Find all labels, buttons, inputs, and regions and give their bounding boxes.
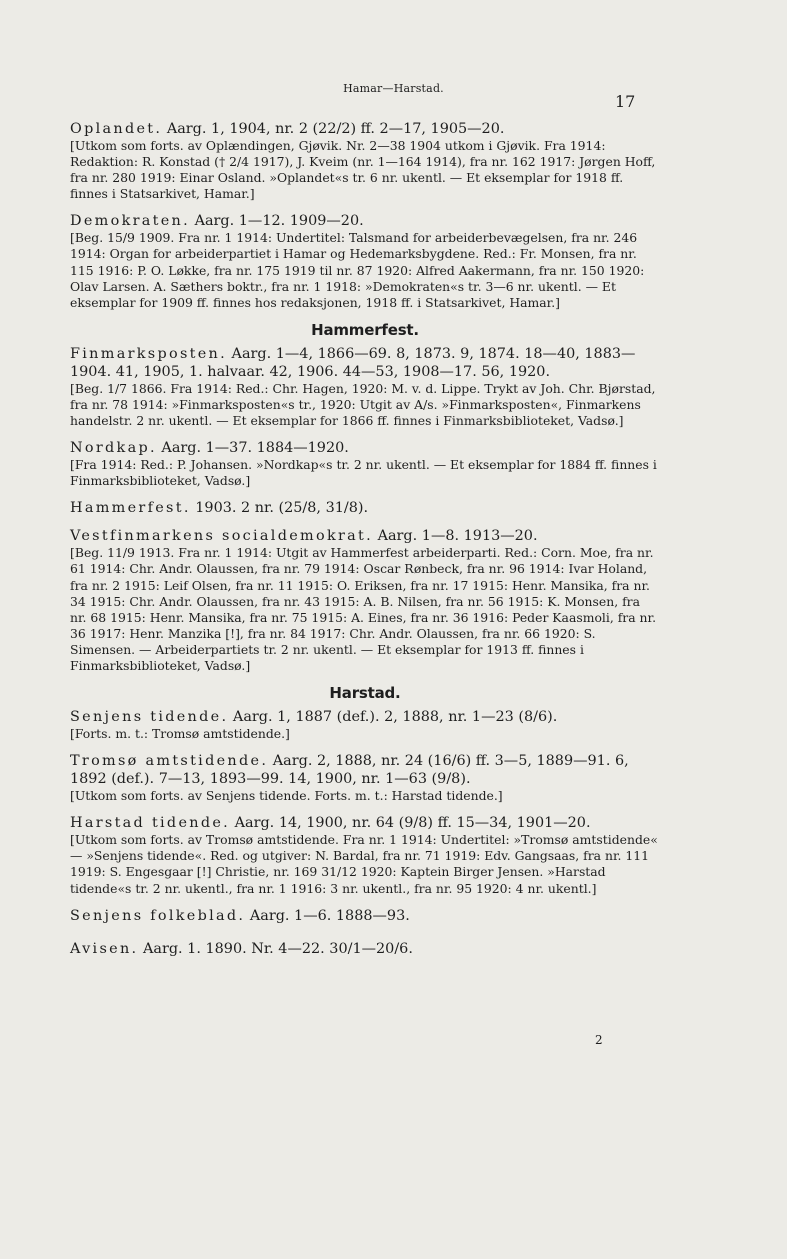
entry-publication: Aarg. 1, 1904, nr. 2 (22/2) ff. 2—17, 1905—20. xyxy=(166,121,505,137)
signature-mark: 2 xyxy=(595,1033,603,1047)
entry-title: Tromsø amtstidende. xyxy=(70,753,269,770)
entry-publication: Aarg. 1—8. 1913—20. xyxy=(377,528,538,545)
running-head: Hamar—Harstad. xyxy=(343,82,444,95)
entry-title: Finmarksposten. xyxy=(70,345,227,362)
entry-title: Harstad tidende. xyxy=(70,815,231,832)
entry-title: Hammerfest. xyxy=(70,500,191,517)
entry-title: Oplandet. xyxy=(70,121,163,137)
entry-publication: Aarg. 1, 1887 (def.). 2, 1888, nr. 1—23 (8/6). xyxy=(232,709,558,726)
entry-hammerfest xyxy=(70,499,660,517)
short-entries xyxy=(70,907,660,958)
section-title-harstad: Harstad. xyxy=(329,684,401,703)
entry-title: Demokraten. xyxy=(70,213,190,230)
page-content xyxy=(70,120,660,973)
entry-title: Senjens folkeblad. xyxy=(70,907,246,924)
entry-senjens-folkeblad xyxy=(70,907,660,925)
entry-note: [Utkom som forts. av Tromsø amtstidende. Fra nr. 1 1914: Undertitel: »Tromsø amtstidende« — »Senjens tidende«. Red. og utgiver: N. Bardal, fra nr. 71 1919: Edv. Gangsaas, fra nr. 111 1919: S. Engesgaar [!] Christie, nr. 169 31/12 1920: Kaptein Birger Jensen. »Harstad tidende«s tr. 2 nr. ukentl., fra nr. 1 1916: 3 nr. ukentl., fra nr. 95 1920: 4 nr. ukentl.] xyxy=(70,832,658,896)
entry-avisen xyxy=(70,940,660,958)
entry-publication: 1903. 2 nr. (25/8, 31/8). xyxy=(195,500,369,517)
entry-title: Vestfinmarkens socialdemokrat. xyxy=(70,528,373,545)
entry-title: Nordkap. xyxy=(70,440,157,457)
entry-harstad-tidende xyxy=(70,814,660,896)
entry-note: [Beg. 11/9 1913. Fra nr. 1 1914: Utgit av Hammerfest arbeiderparti. Red.: Corn. Moe, fra nr. 61 1914: Chr. Andr. Olaussen, fra nr. 79 1914: Oscar Rønbeck, fra nr. 96 1914: Ivar Holand, fra nr. 2 1915: Leif Olsen, fra nr. 11 1915: O. Eriksen, fra nr. 17 1915: Henr. Mansika, fra nr. 34 1915: Chr. Andr. Olaussen, fra nr. 43 1915: A. B. Nilsen, fra nr. 56 1915: K. Monsen, fra nr. 68 1915: Henr. Mansika, fra nr. 75 1915: A. Eines, fra nr. 36 1916: Peder Kaasmoli, fra nr. 36 1917: Henr. Manzika [!], fra nr. 84 1917: Chr. Andr. Olaussen, fra nr. 66 1920: S. Simensen. — Arbeiderpartiets tr. 2 nr. ukentl. — Et eksemplar for 1913 ff. finnes i Finmarksbiblioteket, Vadsø.] xyxy=(70,545,657,673)
entry-note: [Beg. 15/9 1909. Fra nr. 1 1914: Undertitel: Talsmand for arbeiderbevægelsen, fra nr. 246 1914: Organ for arbeiderpartiet i Hamar og Hedemarksbygdene. Red.: Fr. Monsen, fra nr. 115 1916: P. O. Løkke, fra nr. 175 1919 til nr. 87 1920: Alfred Aakermann, fra nr. 150 1920: Olav Larsen. A. Sæthers boktr., fra nr. 1 1918: »Demokraten«s tr. 3—6 nr. ukentl. — Et eksemplar for 1909 ff. finnes hos redaksjonen, 1918 ff. i Statsarkivet, Hamar.] xyxy=(70,230,645,310)
entry-publication: Aarg. 1—37. 1884—1920. xyxy=(161,440,349,457)
entry-publication: Aarg. 14, 1900, nr. 64 (9/8) ff. 15—34, 1901—20. xyxy=(234,815,591,832)
entry-publication: Aarg. 1—4, 1866—69. 8, 1873. 9, 1874. 18—40, 1883—1904. 41, 1905, 1. halvaar. 42, 1906. 44—53, 1908—17. 56, 1920. xyxy=(70,345,636,380)
entry-finmarksposten xyxy=(70,345,660,429)
entry-nordkap xyxy=(70,439,660,489)
entry-title: Senjens tidende. xyxy=(70,709,229,726)
page-number: 17 xyxy=(615,92,636,111)
entry-note: [Utkom som forts. av Oplændingen, Gjøvik. Nr. 2—38 1904 utkom i Gjøvik. Fra 1914: Redaktion: R. Konstad († 2/4 1917), J. Kveim (nr. 1—164 1914), fra nr. 162 1917: Jørgen Hoff, fra nr. 280 1919: Einar Osland. »Oplandet«s tr. 6 nr. ukentl. — Et eksemplar for 1918 ff. finnes i Statsarkivet, Hamar.] xyxy=(70,138,656,202)
entry-publication: Aarg. 1. 1890. Nr. 4—22. 30/1—20/6. xyxy=(142,940,413,957)
entry-oplandet xyxy=(70,120,660,202)
entry-demokraten xyxy=(70,212,660,310)
entry-note: [Beg. 1/7 1866. Fra 1914: Red.: Chr. Hagen, 1920: M. v. d. Lippe. Trykt av Joh. Chr. Bjørstad, fra nr. 78 1914: »Finmarksposten«s tr., 1920: Utgit av A/s. »Finmarksposten«, Finmarkens handelstr. 2 nr. ukentl. — Et eksemplar for 1866 ff. finnes i Finmarksbiblioteket, Vadsø.] xyxy=(70,380,656,429)
entry-vestfinmarkens-socialdemokrat xyxy=(70,527,660,674)
entry-title: Avisen. xyxy=(70,940,139,957)
entry-note: [Forts. m. t.: Tromsø amtstidende.] xyxy=(70,726,290,742)
section-title-hammerfest: Hammerfest. xyxy=(311,320,419,339)
entry-note: [Fra 1914: Red.: P. Johansen. »Nordkap«s tr. 2 nr. ukentl. — Et eksemplar for 1884 ff. finnes i Finmarksbiblioteket, Vadsø.] xyxy=(70,457,657,489)
entry-publication: Aarg. 1—12. 1909—20. xyxy=(194,213,364,230)
entry-publication: Aarg. 1—6. 1888—93. xyxy=(249,907,410,924)
entry-senjens-tidende xyxy=(70,708,660,742)
entry-tromso-amtstidende xyxy=(70,752,660,804)
entry-publication: Aarg. 2, 1888, nr. 24 (16/6) ff. 3—5, 1889—91. 6, 1892 (def.). 7—13, 1893—99. 14, 1900, nr. 1—63 (9/8). xyxy=(70,753,629,788)
entry-note: [Utkom som forts. av Senjens tidende. Forts. m. t.: Harstad tidende.] xyxy=(70,788,503,804)
